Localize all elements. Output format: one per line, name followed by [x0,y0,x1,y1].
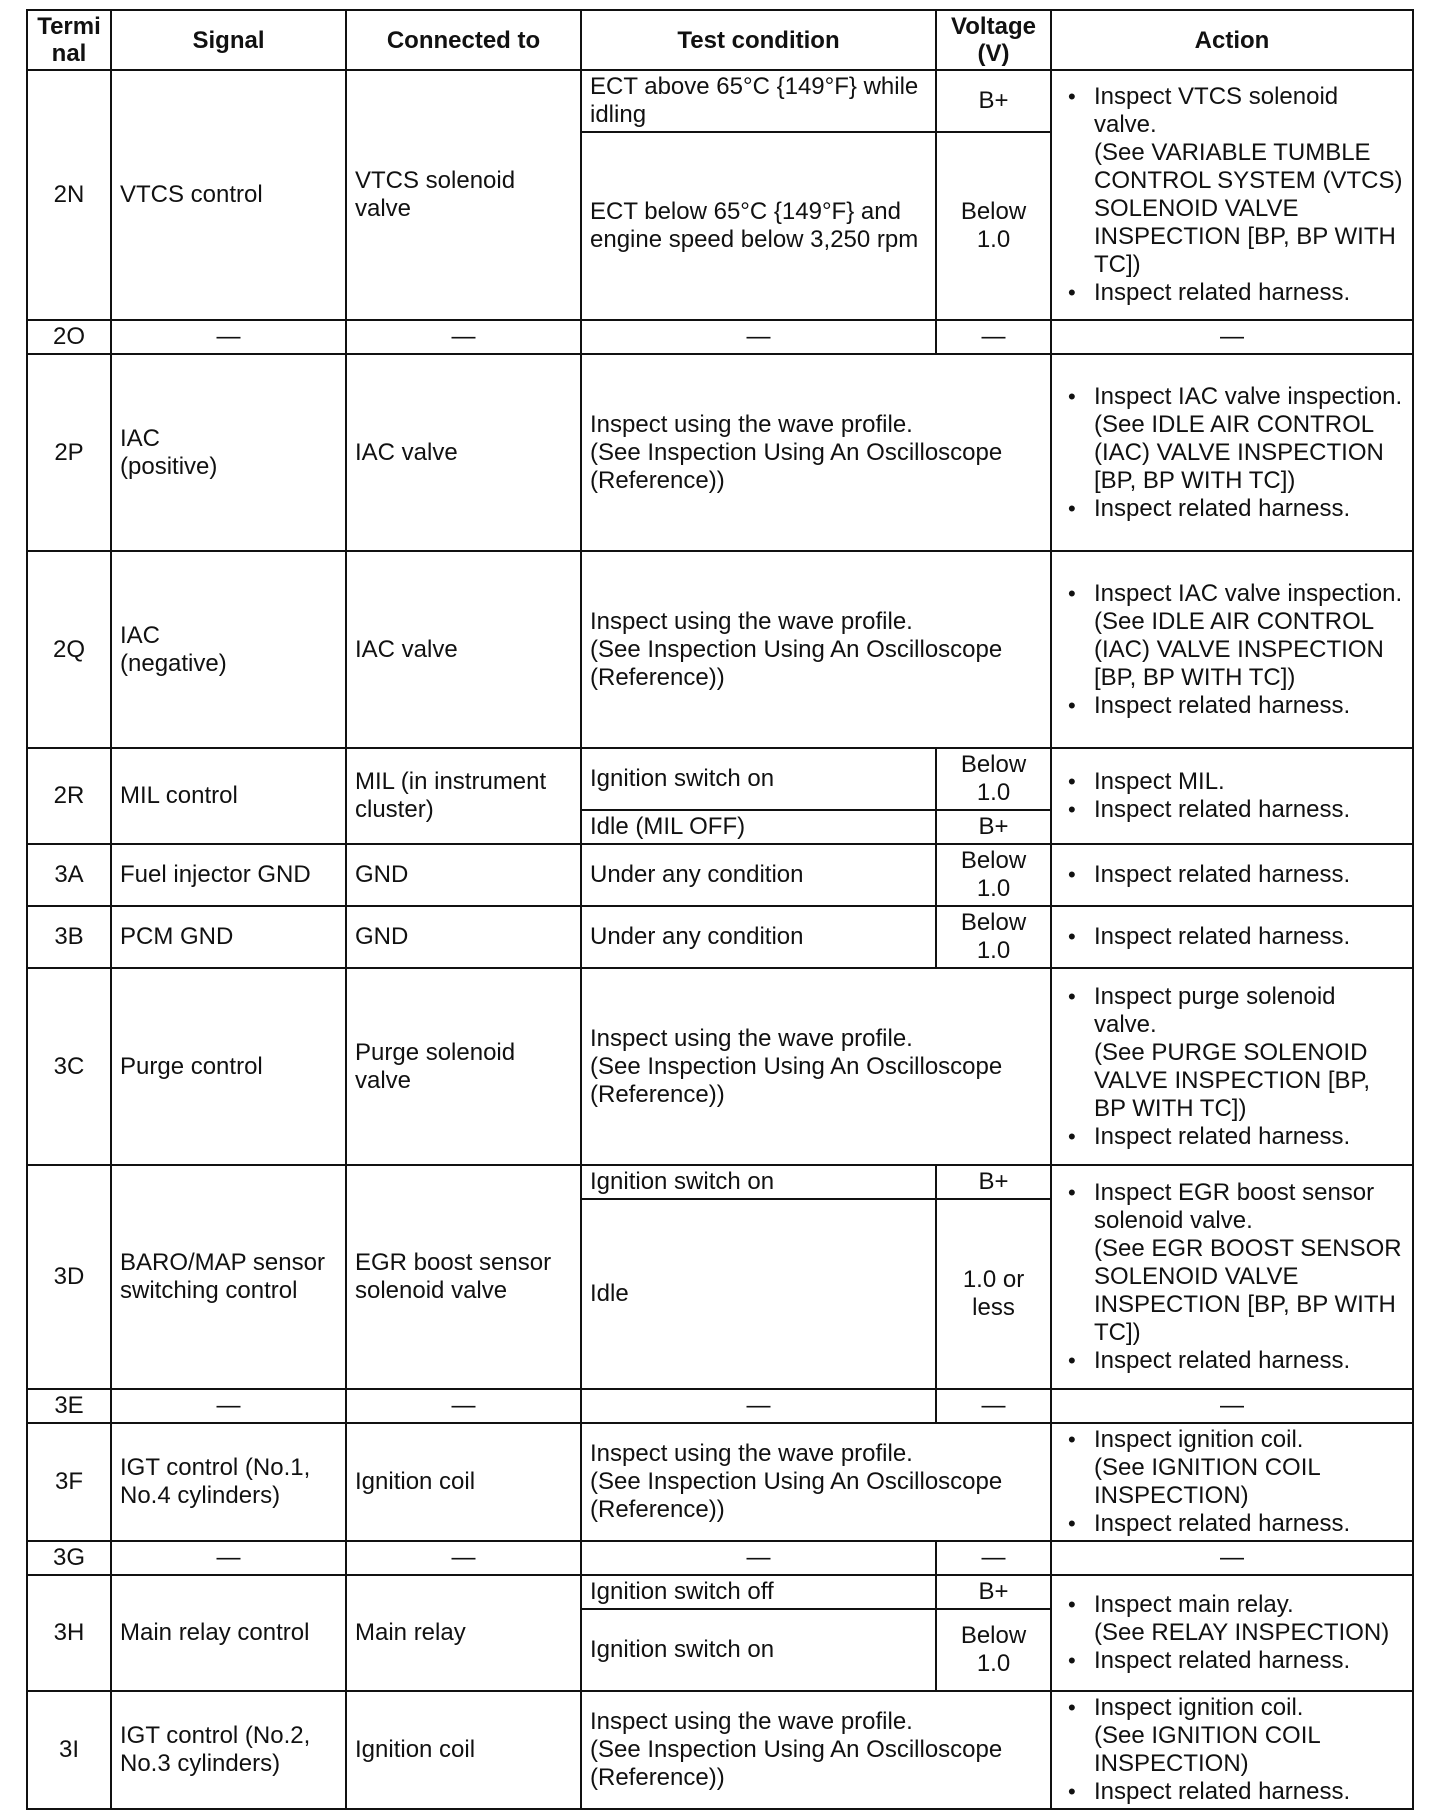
signal-cell: Purge control [111,968,346,1165]
signal-cell: PCM GND [111,906,346,968]
action-text: • Inspect IAC valve inspection. [1094,382,1403,410]
terminal-cell: 2O [27,320,111,354]
table-row [27,1423,1413,1541]
connected-cell: — [346,1541,581,1575]
connected-cell: Main relay [346,1575,581,1691]
action-item: • Inspect related harness. [1060,923,1404,951]
terminal-cell: 3C [27,968,111,1165]
condition-text: Inspect using the wave profile. [590,1440,913,1467]
condition-cell: Idle (MIL OFF) [581,810,936,844]
condition-cell: Under any condition [581,844,936,906]
voltage-cell: Below 1.0 [936,748,1051,810]
action-reference: (See RELAY INSPECTION) [1094,1619,1390,1646]
voltage-cell: B+ [936,810,1051,844]
connected-cell: GND [346,844,581,906]
condition-cell: ECT above 65°C {149°F} while idling [581,70,936,132]
table-row [27,1541,1413,1575]
action-reference: (See IDLE AIR CONTROL (IAC) VALVE INSPECTION [BP, BP WITH TC]) [1094,410,1384,494]
terminal-cell: 2Q [27,551,111,748]
action-cell: — [1051,320,1413,354]
action-item [1060,83,1404,279]
condition-reference: (See Inspection Using An Oscilloscope (Reference)) [590,635,1003,691]
condition-reference: (See Inspection Using An Oscilloscope (Reference)) [590,1052,1003,1108]
voltage-cell: Below 1.0 [936,844,1051,906]
action-cell [1051,1165,1413,1389]
signal-cell: — [111,1389,346,1423]
connected-cell: IAC valve [346,354,581,551]
action-item: • Inspect related harness. [1060,692,1404,720]
condition-cell [581,551,1051,748]
table-row [27,354,1413,551]
voltage-cell: Below 1.0 [936,132,1051,320]
action-reference: (See IGNITION COIL INSPECTION) [1094,1722,1320,1777]
action-item [1060,1426,1404,1510]
action-item [1060,1591,1404,1647]
condition-cell [581,354,1051,551]
table-row [27,70,1413,132]
condition-reference: (See Inspection Using An Oscilloscope (Reference)) [590,1736,1003,1791]
signal-qualifier: (negative) [120,649,227,677]
connected-cell: — [346,320,581,354]
signal-cell: BARO/MAP sensor switching control [111,1165,346,1389]
action-text: • Inspect ignition coil. [1094,1694,1304,1721]
action-item: • Inspect related harness. [1060,796,1404,824]
condition-cell: Idle [581,1199,936,1389]
condition-cell: — [581,1541,936,1575]
terminal-cell: 3E [27,1389,111,1423]
condition-reference: (See Inspection Using An Oscilloscope (Reference)) [590,1468,1003,1523]
action-reference: (See PURGE SOLENOID VALVE INSPECTION [BP, BP WITH TC]) [1094,1038,1371,1122]
action-cell [1051,551,1413,748]
table-row [27,1575,1413,1609]
action-item [1060,1694,1404,1778]
action-text: • Inspect IAC valve inspection. [1094,579,1403,607]
action-cell: — [1051,1541,1413,1575]
signal-cell [111,551,346,748]
table-row [27,968,1413,1165]
terminal-cell: 3F [27,1423,111,1541]
terminal-cell: 2P [27,354,111,551]
condition-cell: — [581,320,936,354]
table-row [27,1165,1413,1199]
table-row [27,844,1413,906]
signal-cell: — [111,1541,346,1575]
terminal-cell: 3A [27,844,111,906]
terminal-cell: 3I [27,1691,111,1809]
voltage-cell: B+ [936,1575,1051,1609]
action-reference: (See IDLE AIR CONTROL (IAC) VALVE INSPECTION [BP, BP WITH TC]) [1094,607,1384,691]
voltage-cell: Below 1.0 [936,906,1051,968]
header-test-condition: Test condition [581,10,936,70]
action-item: • Inspect related harness. [1060,495,1404,523]
voltage-cell: Below 1.0 [936,1609,1051,1691]
condition-cell: Under any condition [581,906,936,968]
connected-cell: Ignition coil [346,1691,581,1809]
header-terminal: Termi nal [27,10,111,70]
action-reference: (See EGR BOOST SENSOR SOLENOID VALVE INSPECTION [BP, BP WITH TC]) [1094,1235,1402,1346]
signal-cell: — [111,320,346,354]
action-cell [1051,748,1413,844]
action-item: • Inspect related harness. [1060,1647,1404,1675]
condition-cell [581,1423,1051,1541]
condition-cell: — [581,1389,936,1423]
action-text: • Inspect ignition coil. [1094,1426,1304,1453]
action-cell [1051,1575,1413,1691]
signal-cell [111,354,346,551]
header-connected-to: Connected to [346,10,581,70]
terminal-cell: 3H [27,1575,111,1691]
connected-cell: EGR boost sensor solenoid valve [346,1165,581,1389]
signal-cell: Main relay control [111,1575,346,1691]
action-item: • Inspect related harness. [1060,1123,1404,1151]
signal-text: IAC [120,424,161,452]
action-item: • Inspect related harness. [1060,1778,1404,1806]
action-cell: — [1051,1389,1413,1423]
connected-cell: GND [346,906,581,968]
condition-text: Inspect using the wave profile. [590,607,913,635]
action-item: • Inspect related harness. [1060,279,1404,307]
voltage-cell: — [936,1389,1051,1423]
action-item [1060,580,1404,692]
condition-cell [581,968,1051,1165]
voltage-cell: B+ [936,1165,1051,1199]
action-cell [1051,968,1413,1165]
table-row [27,1691,1413,1809]
table-row [27,320,1413,354]
table-row [27,906,1413,968]
table-row [27,551,1413,748]
signal-cell: MIL control [111,748,346,844]
voltage-cell: — [936,320,1051,354]
terminal-cell: 3B [27,906,111,968]
condition-cell: Ignition switch on [581,748,936,810]
signal-cell: IGT control (No.2, No.3 cylinders) [111,1691,346,1809]
connected-cell: Ignition coil [346,1423,581,1541]
condition-cell: ECT below 65°C {149°F} and engine speed below 3,250 rpm [581,132,936,320]
condition-cell [581,1691,1051,1809]
table-row [27,1389,1413,1423]
connected-cell: — [346,1389,581,1423]
action-cell [1051,906,1413,968]
condition-cell: Ignition switch on [581,1165,936,1199]
condition-cell: Ignition switch on [581,1609,936,1691]
voltage-cell: — [936,1541,1051,1575]
condition-cell: Ignition switch off [581,1575,936,1609]
terminal-cell: 2R [27,748,111,844]
condition-text: Inspect using the wave profile. [590,410,913,438]
action-item [1060,1179,1404,1347]
connected-cell: Purge solenoid valve [346,968,581,1165]
signal-cell: IGT control (No.1, No.4 cylinders) [111,1423,346,1541]
action-text: • Inspect main relay. [1094,1591,1294,1618]
condition-text: Inspect using the wave profile. [590,1708,913,1735]
voltage-cell: 1.0 or less [936,1199,1051,1389]
header-row [27,10,1413,70]
action-reference: (See IGNITION COIL INSPECTION) [1094,1454,1320,1509]
action-cell [1051,70,1413,320]
condition-text: Inspect using the wave profile. [590,1024,913,1052]
connected-cell: MIL (in instrument cluster) [346,748,581,844]
signal-cell: Fuel injector GND [111,844,346,906]
condition-reference: (See Inspection Using An Oscilloscope (Reference)) [590,438,1003,494]
action-cell [1051,1691,1413,1809]
table-row [27,748,1413,810]
terminal-cell: 3D [27,1165,111,1389]
signal-qualifier: (positive) [120,452,218,480]
action-cell [1051,844,1413,906]
signal-text: IAC [120,621,161,649]
connected-cell: VTCS solenoid valve [346,70,581,320]
action-item: • Inspect related harness. [1060,1510,1404,1538]
action-cell [1051,1423,1413,1541]
action-text: • Inspect VTCS solenoid valve. [1094,83,1339,138]
action-text: • Inspect EGR boost sensor solenoid valve. [1094,1179,1375,1234]
action-item: • Inspect related harness. [1060,1347,1404,1375]
header-action: Action [1051,10,1413,70]
terminal-cell: 2N [27,70,111,320]
connected-cell: IAC valve [346,551,581,748]
action-item: • Inspect MIL. [1060,768,1404,796]
action-cell [1051,354,1413,551]
action-text: • Inspect purge solenoid valve. [1094,982,1336,1038]
terminal-cell: 3G [27,1541,111,1575]
action-reference: (See VARIABLE TUMBLE CONTROL SYSTEM (VTCS) SOLENOID VALVE INSPECTION [BP, BP WITH TC]) [1094,139,1403,278]
voltage-cell: B+ [936,70,1051,132]
action-item [1060,983,1404,1123]
pcm-terminal-voltage-table [26,9,1414,1810]
header-signal: Signal [111,10,346,70]
action-item: • Inspect related harness. [1060,861,1404,889]
header-voltage: Voltage (V) [936,10,1051,70]
signal-cell: VTCS control [111,70,346,320]
action-item [1060,383,1404,495]
